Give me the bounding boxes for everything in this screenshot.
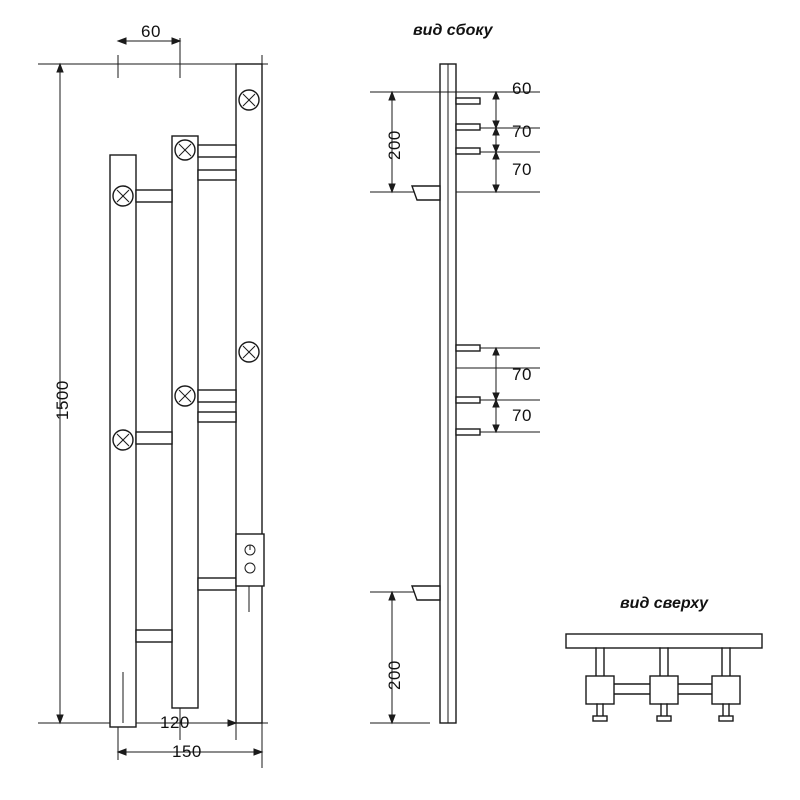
side-view-brackets-left [412,186,440,600]
dim-label-70-a: 70 [512,122,532,141]
dim-label-70-d: 70 [512,406,532,425]
control-switch-block [236,534,264,586]
top-view-post-left [586,676,614,704]
top-view-wall-plate [566,634,762,648]
top-view-post-right [712,676,740,704]
dim-label-200-top: 200 [385,130,404,160]
side-right-dim-arrows [493,92,499,432]
top-view-post-middle [650,676,678,704]
top-view-stems [593,704,733,721]
side-view-arms-right [456,98,480,435]
dim-label-70-c: 70 [512,365,532,384]
dim-label-60-top: 60 [141,22,161,41]
dim-label-70-b: 70 [512,160,532,179]
dim-label-1500: 1500 [53,380,72,420]
dim-label-120: 120 [160,713,190,732]
middle-vertical-post [172,136,198,708]
top-view-group [566,634,762,721]
view-label-top: вид сверху [620,595,709,612]
dim-label-60-side: 60 [512,79,532,98]
dim-200-bottom-arrow [389,592,395,723]
rear-vertical-post [236,64,262,723]
dim-label-150: 150 [172,742,202,761]
dim-label-200-bottom: 200 [385,660,404,690]
view-label-side: вид сбоку [413,22,493,39]
